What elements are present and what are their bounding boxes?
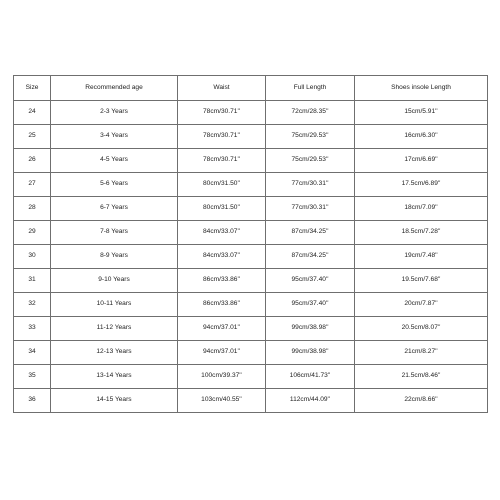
cell-age: 9-10 Years	[51, 269, 178, 293]
cell-shoes-insole-length: 18.5cm/7.28''	[355, 221, 488, 245]
cell-shoes-insole-length: 19cm/7.48''	[355, 245, 488, 269]
cell-shoes-insole-length: 21cm/8.27''	[355, 341, 488, 365]
cell-age: 6-7 Years	[51, 197, 178, 221]
cell-size: 34	[14, 341, 51, 365]
cell-full-length: 112cm/44.09''	[266, 389, 355, 413]
cell-full-length: 75cm/29.53''	[266, 149, 355, 173]
cell-shoes-insole-length: 21.5cm/8.46''	[355, 365, 488, 389]
cell-size: 33	[14, 317, 51, 341]
cell-waist: 78cm/30.71''	[178, 125, 266, 149]
cell-full-length: 99cm/38.98''	[266, 317, 355, 341]
cell-full-length: 77cm/30.31''	[266, 173, 355, 197]
cell-age: 3-4 Years	[51, 125, 178, 149]
table-row	[14, 245, 488, 269]
header-recommended-age: Recommended age	[51, 76, 178, 101]
header-size: Size	[14, 76, 51, 101]
cell-waist: 80cm/31.50''	[178, 197, 266, 221]
cell-size: 36	[14, 389, 51, 413]
cell-full-length: 75cm/29.53''	[266, 125, 355, 149]
cell-waist: 78cm/30.71''	[178, 101, 266, 125]
cell-full-length: 72cm/28.35''	[266, 101, 355, 125]
cell-full-length: 99cm/38.98''	[266, 341, 355, 365]
cell-age: 10-11 Years	[51, 293, 178, 317]
cell-size: 25	[14, 125, 51, 149]
cell-age: 8-9 Years	[51, 245, 178, 269]
table-row	[14, 341, 488, 365]
table-body	[14, 101, 488, 413]
cell-waist: 103cm/40.55''	[178, 389, 266, 413]
cell-waist: 84cm/33.07''	[178, 245, 266, 269]
cell-age: 11-12 Years	[51, 317, 178, 341]
cell-size: 29	[14, 221, 51, 245]
table-header-row	[14, 76, 488, 101]
cell-waist: 100cm/39.37''	[178, 365, 266, 389]
table-row	[14, 389, 488, 413]
cell-full-length: 87cm/34.25''	[266, 221, 355, 245]
header-full-length: Full Length	[266, 76, 355, 101]
cell-shoes-insole-length: 15cm/5.91''	[355, 101, 488, 125]
cell-age: 5-6 Years	[51, 173, 178, 197]
cell-shoes-insole-length: 16cm/6.30''	[355, 125, 488, 149]
cell-waist: 78cm/30.71''	[178, 149, 266, 173]
size-chart-table	[13, 75, 488, 413]
table-row	[14, 125, 488, 149]
table-row	[14, 365, 488, 389]
cell-waist: 80cm/31.50''	[178, 173, 266, 197]
cell-waist: 86cm/33.86''	[178, 293, 266, 317]
table-row	[14, 317, 488, 341]
cell-age: 2-3 Years	[51, 101, 178, 125]
cell-size: 27	[14, 173, 51, 197]
cell-age: 4-5 Years	[51, 149, 178, 173]
cell-age: 12-13 Years	[51, 341, 178, 365]
cell-shoes-insole-length: 19.5cm/7.68''	[355, 269, 488, 293]
cell-full-length: 77cm/30.31''	[266, 197, 355, 221]
cell-size: 24	[14, 101, 51, 125]
cell-shoes-insole-length: 20.5cm/8.07''	[355, 317, 488, 341]
cell-age: 14-15 Years	[51, 389, 178, 413]
cell-shoes-insole-length: 17cm/6.69''	[355, 149, 488, 173]
table-row	[14, 173, 488, 197]
cell-size: 32	[14, 293, 51, 317]
table-row	[14, 293, 488, 317]
cell-size: 31	[14, 269, 51, 293]
table-row	[14, 221, 488, 245]
table-row	[14, 197, 488, 221]
cell-full-length: 87cm/34.25''	[266, 245, 355, 269]
table-row	[14, 101, 488, 125]
cell-size: 28	[14, 197, 51, 221]
cell-shoes-insole-length: 22cm/8.66''	[355, 389, 488, 413]
cell-full-length: 95cm/37.40''	[266, 293, 355, 317]
cell-waist: 94cm/37.01''	[178, 317, 266, 341]
cell-shoes-insole-length: 20cm/7.87''	[355, 293, 488, 317]
cell-size: 30	[14, 245, 51, 269]
header-shoes-insole-length: Shoes insole Length	[355, 76, 488, 101]
cell-waist: 94cm/37.01''	[178, 341, 266, 365]
cell-shoes-insole-length: 18cm/7.09''	[355, 197, 488, 221]
cell-full-length: 95cm/37.40''	[266, 269, 355, 293]
header-waist: Waist	[178, 76, 266, 101]
cell-age: 13-14 Years	[51, 365, 178, 389]
cell-shoes-insole-length: 17.5cm/6.89''	[355, 173, 488, 197]
cell-waist: 84cm/33.07''	[178, 221, 266, 245]
cell-size: 35	[14, 365, 51, 389]
cell-size: 26	[14, 149, 51, 173]
cell-waist: 86cm/33.86''	[178, 269, 266, 293]
table-row	[14, 269, 488, 293]
table-row	[14, 149, 488, 173]
cell-full-length: 106cm/41.73''	[266, 365, 355, 389]
cell-age: 7-8 Years	[51, 221, 178, 245]
